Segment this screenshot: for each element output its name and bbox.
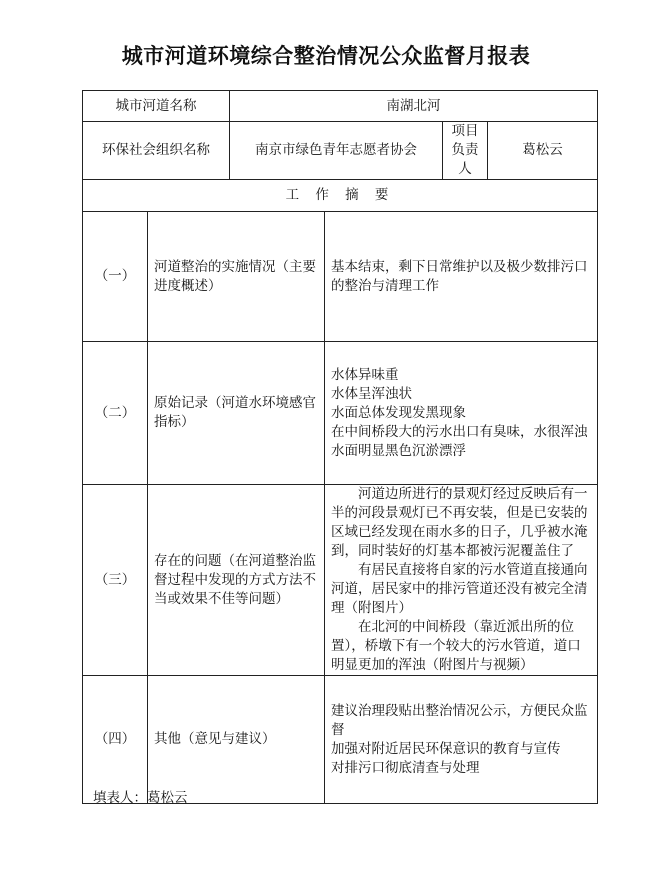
content-line: 水体异味重 — [331, 366, 399, 383]
section-content — [325, 342, 598, 485]
content-line: 水面总体发现发黑现象 — [331, 404, 466, 421]
section-label: 河道整治的实施情况（主要进度概述） — [148, 212, 325, 342]
content-paragraph: 河道边所进行的景观灯经过反映后有一半的河段景观灯已不再安装，但是已安装的区域已经发现在雨水多的日子，几乎被水淹到，同时装好的灯基本都被污泥覆盖住了 — [331, 486, 588, 559]
content-line: 加强对附近居民环保意识的教育与宣传 — [331, 740, 561, 757]
project-leader-label: 项目负责人 — [443, 122, 488, 180]
content-line: 水体呈浑浊状 — [331, 385, 412, 402]
river-name-label: 城市河道名称 — [83, 91, 230, 122]
page-title: 城市河道环境综合整治情况公众监督月报表 — [121, 43, 531, 68]
section-number: （三） — [83, 485, 148, 676]
content-line: 建议治理段贴出整治情况公示，方便民众监督 — [331, 702, 588, 738]
project-leader-value: 葛松云 — [488, 122, 598, 180]
section-content — [325, 485, 598, 676]
section-number: （一） — [83, 212, 148, 342]
section-label: 原始记录（河道水环境感官指标） — [148, 342, 325, 485]
org-name-label: 环保社会组织名称 — [83, 122, 230, 180]
section-content — [325, 676, 598, 804]
river-name-value: 南湖北河 — [230, 91, 598, 122]
section-row-1 — [83, 212, 598, 342]
section-number: （二） — [83, 342, 148, 485]
section-content — [325, 212, 598, 342]
section-label: 其他（意见与建议） — [148, 676, 325, 804]
content-line: 基本结束，剩下日常维护以及极少数排污口的整治与清理工作 — [331, 258, 588, 294]
section-label: 存在的问题（在河道整治监督过程中发现的方式方法不当或效果不佳等问题） — [148, 485, 325, 676]
work-summary-heading: 工 作 摘 要 — [83, 180, 598, 212]
section-row-2 — [83, 342, 598, 485]
summary-heading-row — [83, 180, 598, 212]
content-paragraph: 有居民直接将自家的污水管道直接通向河道，居民家中的排污管道还没有被完全清理（附图片） — [331, 562, 588, 616]
content-line: 水面明显黑色沉淤漂浮 — [331, 442, 466, 459]
content-paragraph: 在北河的中间桥段（靠近派出所的位置），桥墩下有一个较大的污水管道，道口明显更加的浑浊（附图片与视频） — [331, 619, 581, 673]
org-row — [83, 122, 598, 180]
org-name-value: 南京市绿色青年志愿者协会 — [230, 122, 443, 180]
content-line: 对排污口彻底清查与处理 — [331, 759, 480, 776]
report-table — [82, 90, 598, 804]
river-name-row — [83, 91, 598, 122]
content-line: 在中间桥段大的污水出口有臭味，水很浑浊 — [331, 423, 588, 440]
section-row-3 — [83, 485, 598, 676]
section-number: （四） — [83, 676, 148, 804]
form-filler: 填表人：葛松云 — [93, 790, 188, 806]
section-row-4 — [83, 676, 598, 804]
